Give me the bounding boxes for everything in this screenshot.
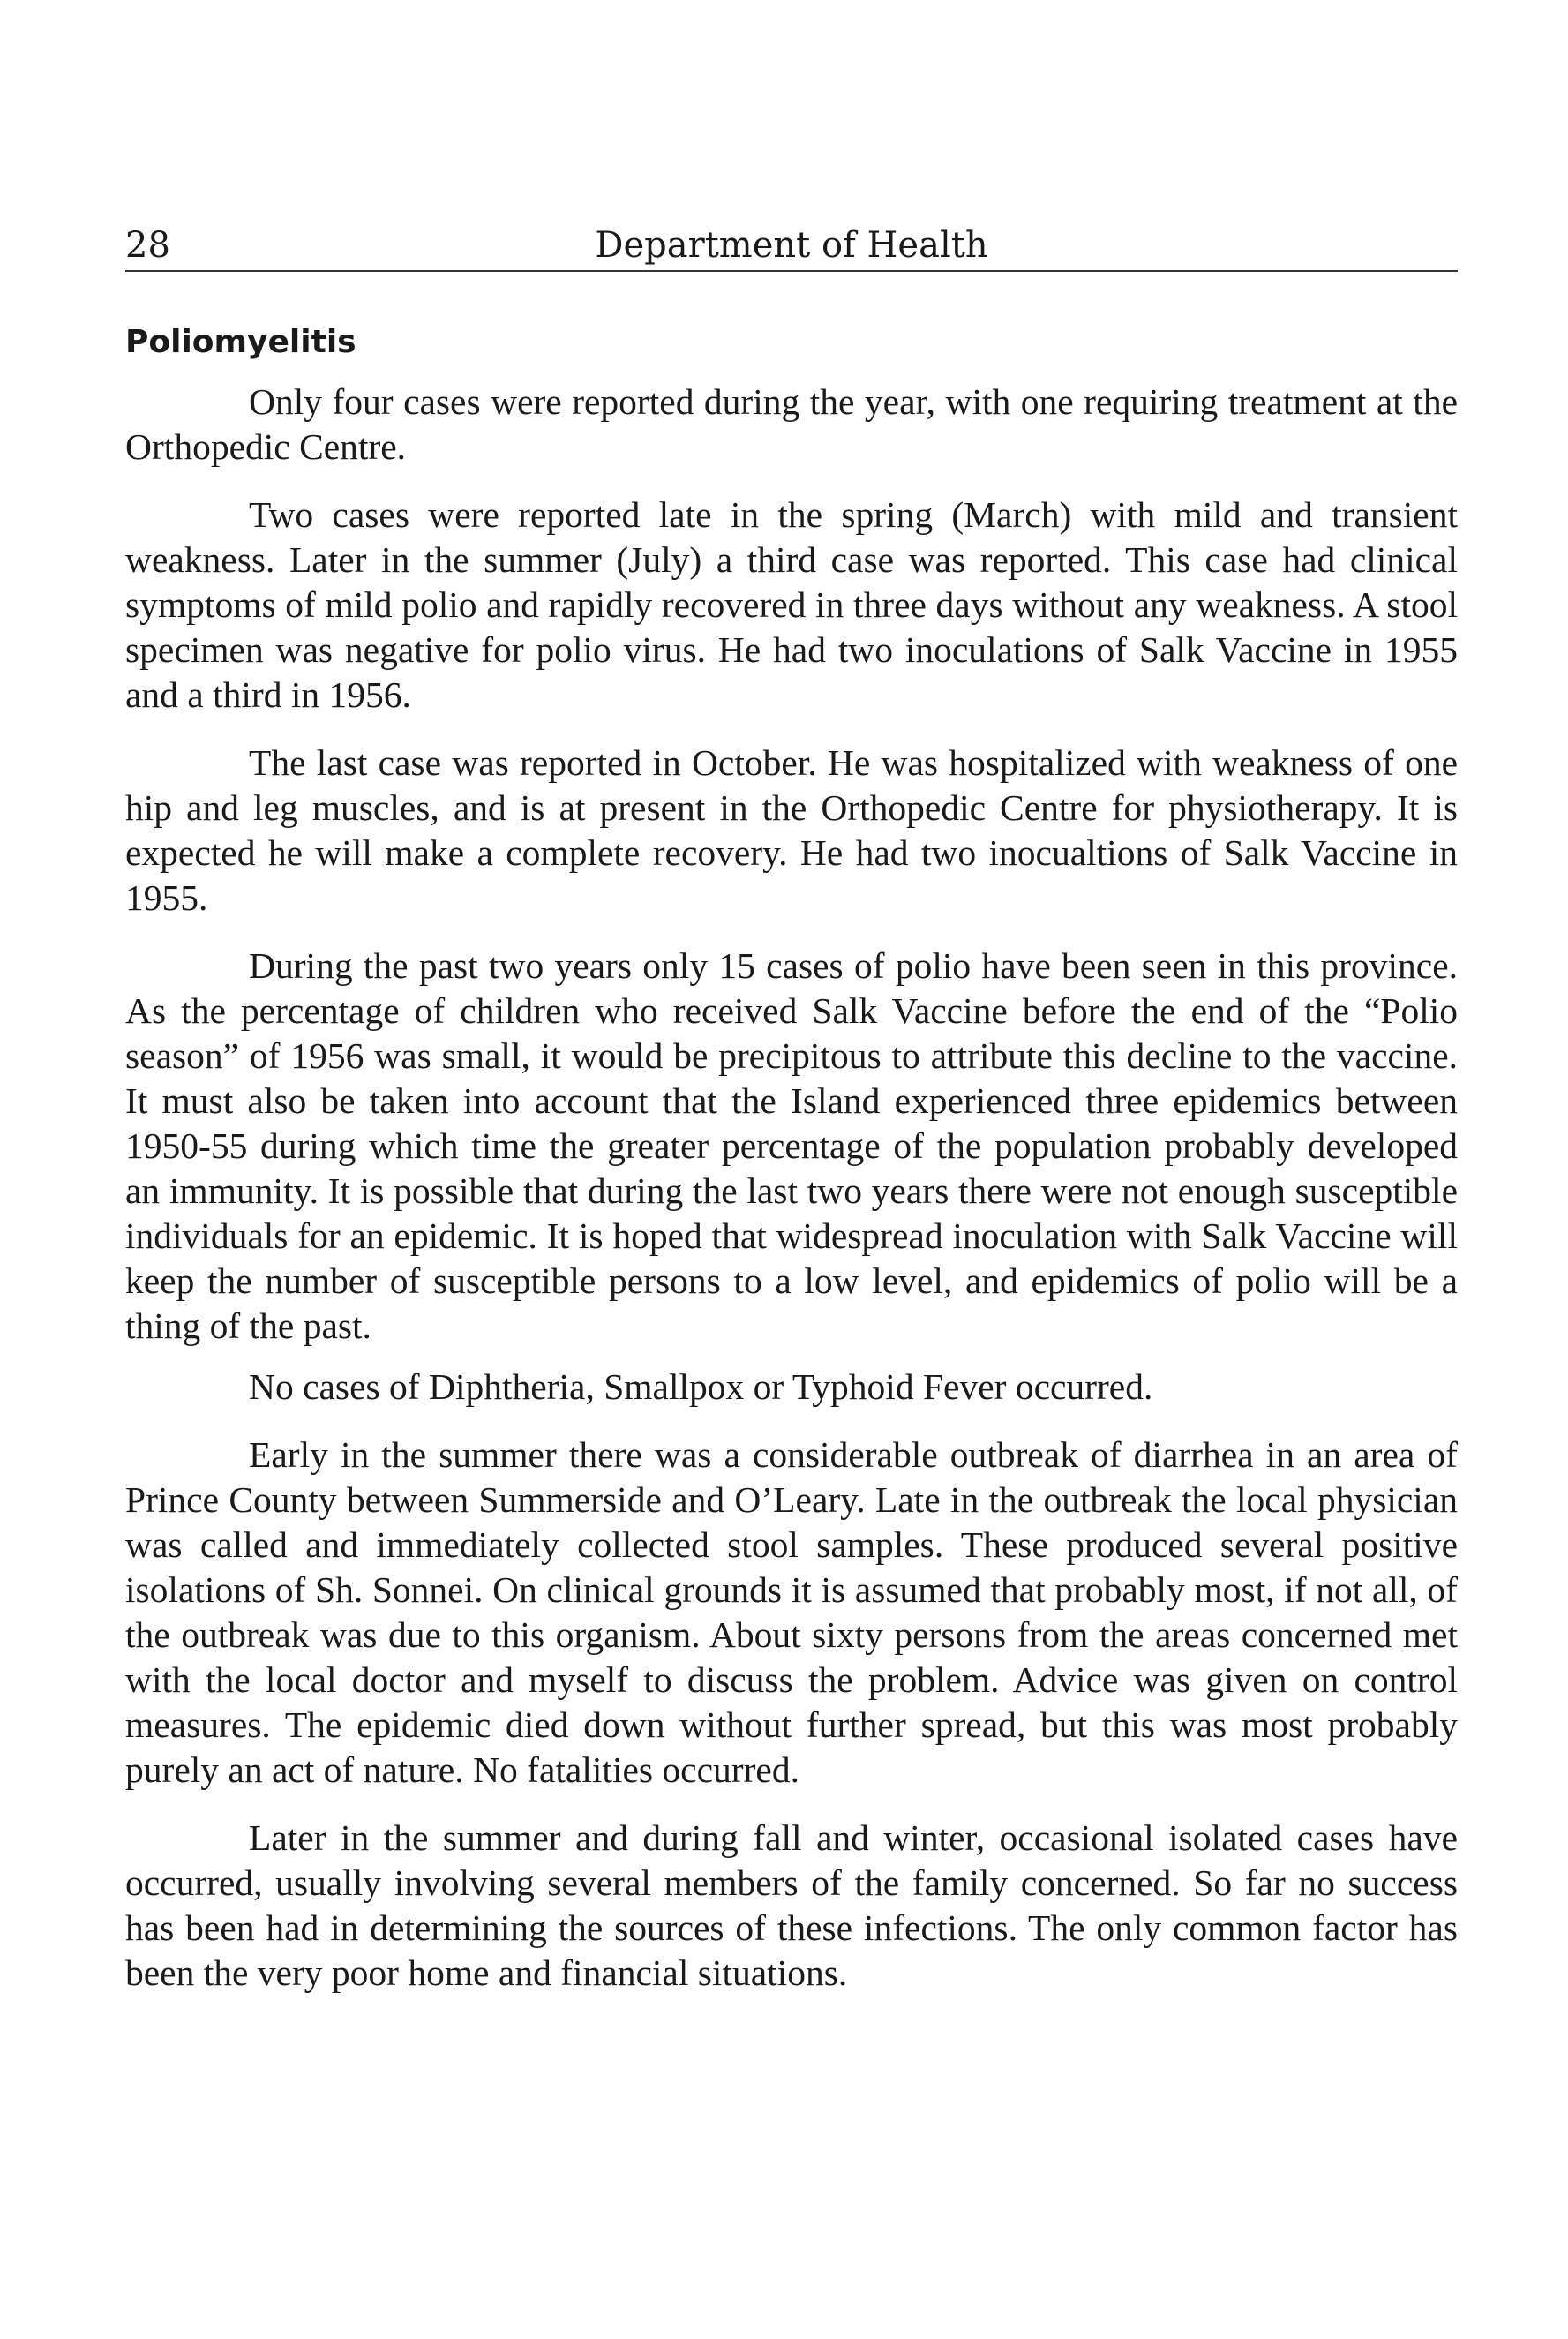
paragraph-no-other-diseases: No cases of Diphtheria, Smallpox or Typhoid Fever occurred.	[249, 1366, 1153, 1407]
paragraph-diarrhea-outbreak: Early in the summer there was a considerable outbreak of diarrhea in an area of Prince County between Summerside and O’Leary. Late in the outbreak the local physician was called and immediately collected stool samples. These produced several positive isolations of Sh. Sonnei. On clinical grounds it is assumed that probably most, if not all, of the outbreak was due to this organism. About sixty persons from the areas concerned met with the local doctor and myself to discuss the problem. Advice was given on control measures. The epidemic died down without further spread, but this was most probably purely an act of nature. No fatalities occurred.	[125, 1434, 1458, 1790]
section-heading: Poliomyelitis	[125, 324, 356, 360]
paragraph-spring-summer-cases: Two cases were reported late in the spring (March) with mild and transient weakness. Later in the summer (July) a third case was reported. This case had clinical symptoms of mild polio and rapidly recovered in three days without any weakness. A stool specimen was negative for polio virus. He had two inoculations of Salk Vaccine in 1955 and a third in 1956.	[125, 494, 1458, 715]
paragraph-isolated-cases: Later in the summer and during fall and winter, occasional isolated cases have occurred, usually involving several members of the family concerned. So far no success has been had in determining the sources of these infections. The only common factor has been the very poor home and financial situations.	[125, 1817, 1458, 1993]
document-page	[125, 221, 1458, 2019]
page-number: 28	[125, 225, 170, 266]
paragraph-october-case: The last case was reported in October. He was hospitalized with weakness of one hip and leg muscles, and is at present in the Orthopedic Centre for physiotherapy. It is expected he will make a complete recovery. He had two inocualtions of Salk Vaccine in 1955.	[125, 742, 1458, 918]
running-header	[125, 221, 1458, 272]
paragraph-two-year-review: During the past two years only 15 cases of polio have been seen in this province. As the percentage of children who received Salk Vaccine before the end of the “Polio season” of 1956 was small, it would be precipitous to attribute this decline to the vaccine. It must also be taken into account that the Island experienced three epidemics between 1950-55 during which time the greater percentage of the population probably developed an immunity. It is possible that during the last two years there were not enough susceptible individuals for an epidemic. It is hoped that widespread inoculation with Salk Vaccine will keep the number of susceptible persons to a low level, and epidemics of polio will be a thing of the past.	[125, 945, 1458, 1346]
paragraph-case-count: Only four cases were reported during the year, with one requiring treatment at the Orthopedic Centre.	[125, 381, 1458, 467]
running-title: Department of Health	[595, 225, 988, 266]
